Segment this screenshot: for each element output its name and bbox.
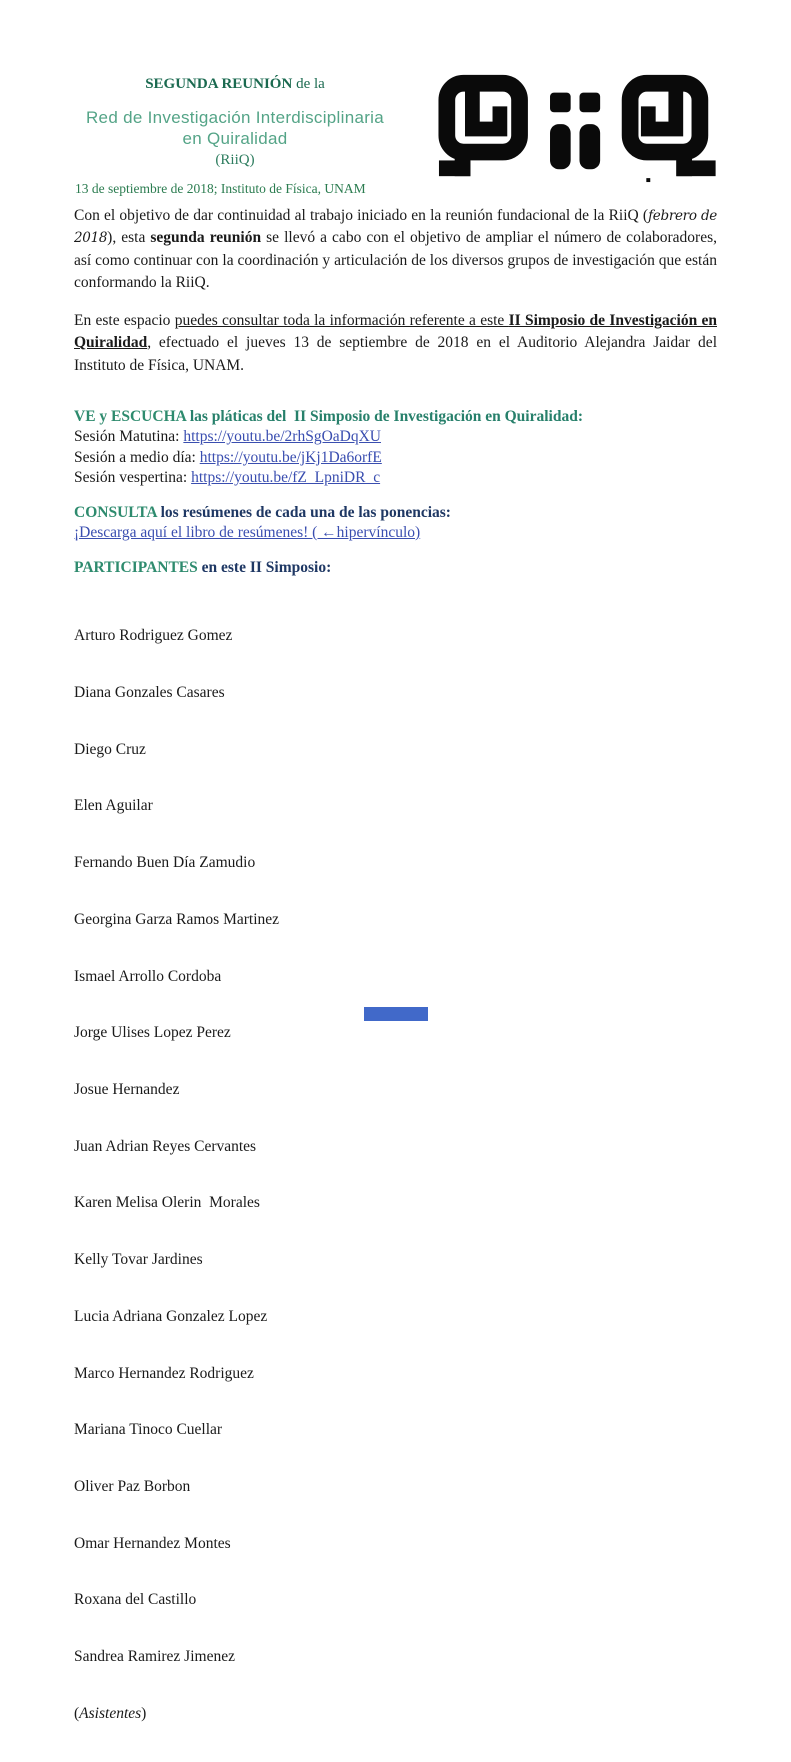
participant-name: Lucia Adriana Gonzalez Lopez [74, 1307, 268, 1325]
abstracts-heading-accent: CONSULTA [74, 503, 157, 521]
logo-dot-artifact [646, 178, 650, 182]
network-abbr: (RiiQ) [215, 152, 255, 168]
network-name-line2: en Quiralidad [182, 129, 288, 148]
session-link-mediodia[interactable]: https://youtu.be/jKj1Da6orfE [199, 448, 382, 466]
participant-name: Ismael Arrollo Cordoba [74, 967, 222, 985]
participant-name: Josue Hernandez [74, 1081, 180, 1099]
participant-name: Kelly Tovar Jardines [74, 1251, 203, 1269]
symposium-title: II Simposio de Investigación en Quiralidad [74, 312, 717, 352]
download-abstracts-link[interactable]: ¡Descarga aquí el libro de resúmenes! ( ←hipervínculo) [74, 523, 421, 541]
page-title-rest: de la [292, 76, 325, 92]
participant-name: Mariana Tinoco Cuellar [74, 1421, 223, 1439]
session-label: Sesión Matutina: [74, 428, 184, 446]
logo-left-glyph [439, 77, 520, 176]
riiq-logo [437, 72, 722, 184]
videos-heading [74, 407, 717, 427]
participant-name: Marco Hernandez Rodriguez [74, 1364, 254, 1382]
participants-note [74, 1705, 717, 1724]
session-link-matutina[interactable]: https://youtu.be/2rhSgOaDqXU [183, 428, 381, 446]
videos-heading-accent: VE y ESCUCHA [74, 408, 186, 426]
footer-accent-bar [364, 1007, 428, 1021]
participant-name: Karen Melisa Olerin Morales [74, 1194, 260, 1212]
participants-heading [74, 558, 717, 578]
participants-list [74, 589, 717, 1761]
session-link-vespertina[interactable]: https://youtu.be/fZ_LpniDR_c [191, 469, 381, 487]
participant-name: Georgina Garza Ramos Martinez [74, 910, 280, 928]
page-title-bold: SEGUNDA REUNIÓN [145, 76, 293, 92]
participant-name: Omar Hernandez Montes [74, 1534, 231, 1552]
session-label: Sesión a medio día: [74, 448, 200, 466]
session-line [74, 468, 717, 489]
date-venue-line: 13 de septiembre de 2018; Instituto de Física, UNAM [75, 181, 366, 196]
session-line [74, 448, 717, 469]
participant-name: Roxana del Castillo [74, 1591, 197, 1609]
videos-heading-rest: las pláticas del II Simposio de Investigación en Quiralidad: [185, 408, 583, 426]
intro-bold-text: segunda reunión [150, 229, 262, 247]
info-paragraph [74, 310, 717, 377]
participant-name: Jorge Ulises Lopez Perez [74, 1024, 231, 1042]
participant-name: Oliver Paz Borbon [74, 1478, 191, 1496]
logo-right-glyph [630, 77, 716, 176]
note-paren: ) [141, 1704, 147, 1722]
page-title [65, 76, 405, 93]
intro-paragraph [74, 205, 717, 294]
participant-name: Elen Aguilar [74, 797, 153, 815]
network-name-line1: Red de Investigación Interdisciplinaria [85, 108, 385, 127]
session-label: Sesión vespertina: [74, 469, 192, 487]
participant-name: Arturo Rodriguez Gomez [74, 627, 233, 645]
participant-name: Diego Cruz [74, 740, 146, 758]
logo-ii-glyph [550, 93, 600, 170]
download-line [74, 523, 717, 544]
note-paren: ( [74, 1704, 80, 1722]
participant-name: Sandrea Ramirez Jimenez [74, 1648, 235, 1666]
participants-heading-rest: en este II Simposio: [197, 559, 332, 577]
info-text: En este espacio [74, 312, 175, 330]
abstracts-heading-rest: los resúmenes de cada una de las ponencias: [156, 503, 451, 521]
abstracts-heading [74, 503, 717, 523]
participant-name: Juan Adrian Reyes Cervantes [74, 1137, 257, 1155]
document-header [65, 76, 405, 169]
note-word: Asistentes [79, 1704, 142, 1722]
info-underlined-text: puedes consultar toda la información referente a este [174, 312, 509, 330]
participant-name: Fernando Buen Día Zamudio [74, 854, 256, 872]
session-line [74, 427, 717, 448]
handwritten-date: febrero de 2018 [74, 208, 717, 247]
participant-name: Diana Gonzales Casares [74, 683, 225, 701]
intro-text: se llevó a cabo con el objetivo de ampliar el número de colaboradores, así como continuar con la coordinación y articulación de los diversos grupos de investigación que están conformando la RiiQ. [74, 229, 717, 291]
info-text: , efectuado el jueves 13 de septiembre de 2018 en el Auditorio Alejandra Jaidar del Instituto de Física, UNAM. [74, 334, 717, 374]
participants-heading-accent: PARTICIPANTES [74, 559, 198, 577]
network-name [65, 107, 405, 149]
document-body [74, 205, 717, 1762]
intro-text: Con el objetivo de dar continuidad al trabajo iniciado en la reunión fundacional de la RiiQ ( [74, 207, 649, 224]
intro-text: ), esta [107, 229, 151, 247]
